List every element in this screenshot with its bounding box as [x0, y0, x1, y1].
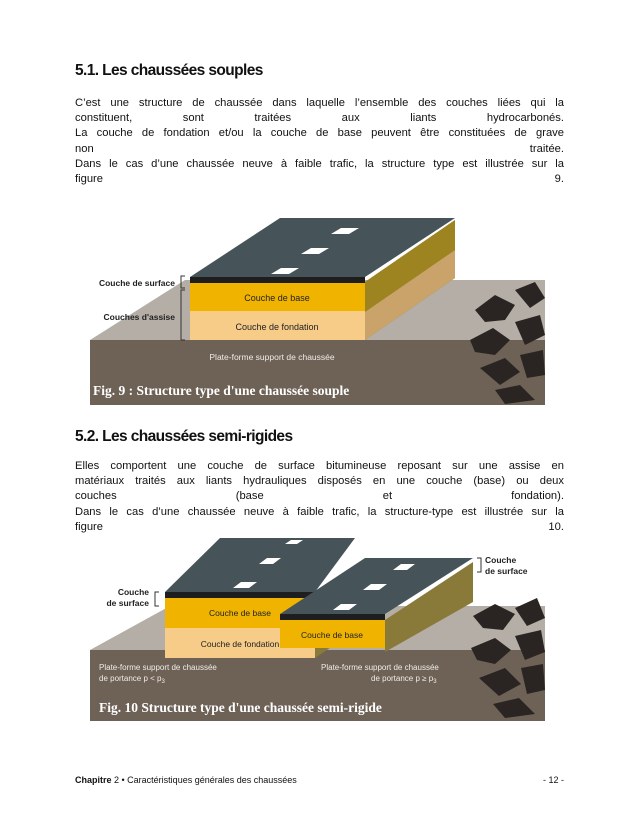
left-base-label: Couche de base [209, 608, 271, 618]
paragraph-line: couches (base et fondation). [75, 490, 564, 503]
platform-right-line-2: de portance $p \ge p_3$ [371, 674, 437, 685]
paragraph-line: matériaux traités aux liants hydrauliques disposés en une couche (base) ou deux [75, 475, 564, 488]
label-couches-assise: Couches d'assise [103, 312, 175, 322]
figure-9 [75, 190, 565, 420]
platform-left-line-1: Plate-forme support de chaussée [99, 663, 217, 672]
left-fondation-label: Couche de fondation [200, 639, 280, 649]
platform-label: Plate-forme support de chaussée [209, 352, 335, 362]
label-couche-surface: Couche de surface [98, 278, 175, 288]
figure-9-caption: Fig. 9 : Structure type d'une chaussée souple [93, 383, 350, 398]
label-surface-left-2: de surface [106, 598, 149, 608]
page-footer [75, 775, 564, 785]
figure-10-caption: Fig. 10 Structure type d'une chaussée semi-rigide [99, 700, 382, 715]
right-surface-bracket [477, 558, 481, 572]
section-5-1-paragraph [75, 96, 564, 187]
label-surface-right-1: Couche [485, 555, 517, 565]
paragraph-line: non traitée. [75, 142, 564, 155]
footer-chapter-label: Chapitre [75, 775, 112, 785]
section-heading-5-2: 5.2. Les chaussées semi-rigides [75, 428, 293, 445]
paragraph-line: figure 10. [75, 520, 564, 533]
paragraph-line: Dans le cas d’une chaussée neuve à faible trafic, la structure-type est illustrée sur la [75, 505, 564, 518]
layer-fondation-label: Couche de fondation [235, 322, 319, 332]
right-base-label: Couche de base [301, 630, 363, 640]
layer-base-label: Couche de base [244, 293, 310, 303]
paragraph-line: La couche de fondation et/ou la couche de base peuvent être constituées de grave [75, 127, 564, 140]
paragraph-line: C’est une structure de chaussée dans laquelle l’ensemble des couches liées qui la [75, 97, 564, 109]
paragraph-line: Dans le cas d’une chaussée neuve à faible trafic, la structure type est illustrée sur la [75, 157, 564, 170]
footer-chapter-title: 2 • Caractéristiques générales des chaussées [111, 775, 297, 785]
left-surface-bracket [155, 592, 159, 606]
platform-left-line-2: de portance $p < p_3$ [99, 674, 165, 685]
paragraph-line: constituent, sont traitées aux liants hydrocarbonés. [75, 112, 564, 125]
figure-10 [75, 536, 565, 736]
figure-10-diagram [75, 536, 565, 736]
footer-chapter [75, 775, 297, 785]
platform-right-line-1: Plate-forme support de chaussée [321, 663, 439, 672]
figure-9-diagram [75, 190, 565, 420]
section-5-2-paragraph [75, 459, 564, 535]
page-number: - 12 - [542, 775, 564, 785]
label-surface-right-2: de surface [485, 566, 528, 576]
label-surface-left-1: Couche [117, 587, 149, 597]
surface-layer-front [190, 277, 365, 283]
paragraph-line: figure 9. [75, 173, 564, 186]
section-heading-5-1: 5.1. Les chaussées souples [75, 62, 263, 79]
paragraph-line: Elles comportent une couche de surface bitumineuse reposant sur une assise en [75, 460, 564, 472]
